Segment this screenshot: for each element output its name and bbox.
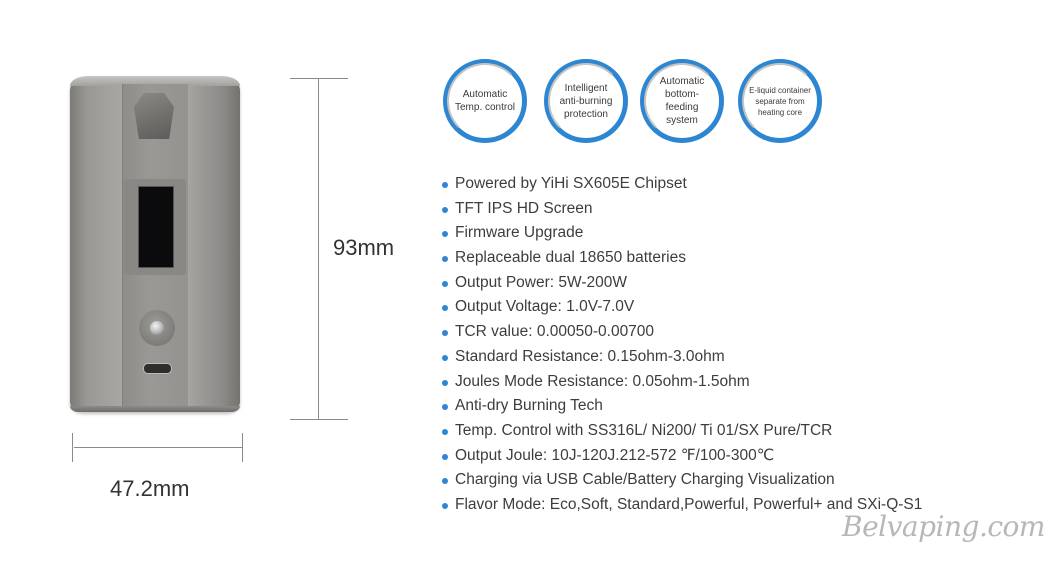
bullet-icon bbox=[442, 429, 448, 435]
spec-text: Flavor Mode: Eco,Soft, Standard,Powerful, Powerful+ and SXi-Q-S1 bbox=[455, 495, 923, 513]
spec-text: TFT IPS HD Screen bbox=[455, 199, 593, 217]
spec-item bbox=[440, 221, 922, 246]
spec-item bbox=[440, 345, 922, 370]
feature-badge-bottom-feeding bbox=[640, 59, 724, 143]
spec-text: Replaceable dual 18650 batteries bbox=[455, 249, 686, 267]
bullet-icon bbox=[442, 305, 448, 311]
spec-item bbox=[440, 271, 922, 296]
feature-badge-label: Automatic Temp. control bbox=[454, 89, 516, 113]
bullet-icon bbox=[442, 454, 448, 460]
spec-text: Standard Resistance: 0.15ohm-3.0ohm bbox=[455, 347, 725, 365]
feature-badge-eliquid-container bbox=[738, 59, 822, 143]
feature-badge-label: Intelligent anti-burning protection bbox=[559, 82, 613, 120]
spec-text: Firmware Upgrade bbox=[455, 224, 584, 242]
height-dimension-top-tick bbox=[290, 78, 348, 79]
usb-port bbox=[143, 363, 172, 374]
bullet-icon bbox=[442, 404, 448, 410]
bullet-icon bbox=[442, 207, 448, 213]
bullet-icon bbox=[442, 503, 448, 509]
fire-button bbox=[134, 93, 174, 139]
device-image bbox=[70, 76, 240, 412]
spec-text: Output Voltage: 1.0V-7.0V bbox=[455, 298, 635, 316]
spec-item bbox=[440, 394, 922, 419]
bullet-icon bbox=[442, 281, 448, 287]
spec-text: Joules Mode Resistance: 0.05ohm-1.5ohm bbox=[455, 372, 750, 390]
spec-text: Charging via USB Cable/Battery Charging Visualization bbox=[455, 471, 835, 489]
spec-text: Powered by YiHi SX605E Chipset bbox=[455, 175, 687, 192]
spec-item bbox=[440, 370, 922, 395]
spec-item bbox=[440, 468, 922, 493]
watermark-logo: Belvaping.com bbox=[842, 510, 1045, 543]
spec-list bbox=[440, 172, 922, 518]
spec-text: Output Joule: 10J-120J.212-572 ℉/100-300℃ bbox=[455, 446, 775, 464]
bullet-icon bbox=[442, 355, 448, 361]
spec-item bbox=[440, 320, 922, 345]
spec-text: Anti-dry Burning Tech bbox=[455, 397, 603, 415]
width-dimension-line bbox=[74, 447, 242, 448]
spec-text: TCR value: 0.00050-0.00700 bbox=[455, 323, 655, 341]
bullet-icon bbox=[442, 182, 448, 188]
width-dimension-left-tick bbox=[72, 433, 73, 462]
feature-badge-label: E-liquid container separate from heating core bbox=[749, 85, 811, 117]
height-dimension-bottom-tick bbox=[290, 419, 348, 420]
spec-item bbox=[440, 172, 922, 197]
width-dimension-right-tick bbox=[242, 433, 243, 462]
display-screen bbox=[138, 186, 174, 268]
adjust-button bbox=[139, 310, 175, 346]
bullet-icon bbox=[442, 330, 448, 336]
spec-item bbox=[440, 444, 922, 469]
bullet-icon bbox=[442, 256, 448, 262]
spec-item bbox=[440, 197, 922, 222]
height-dimension-label: 93mm bbox=[333, 235, 395, 260]
height-dimension-line bbox=[318, 78, 319, 419]
bullet-icon bbox=[442, 231, 448, 237]
spec-item bbox=[440, 295, 922, 320]
width-dimension-label: 47.2mm bbox=[110, 476, 190, 501]
spec-text: Output Power: 5W-200W bbox=[455, 273, 628, 291]
spec-text: Temp. Control with SS316L/ Ni200/ Ti 01/SX Pure/TCR bbox=[455, 421, 833, 439]
spec-item bbox=[440, 246, 922, 271]
bullet-icon bbox=[442, 380, 448, 386]
bullet-icon bbox=[442, 478, 448, 484]
spec-item bbox=[440, 419, 922, 444]
feature-badge-label: Automatic bottom-feeding system bbox=[659, 76, 705, 126]
feature-badge-anti-burning bbox=[544, 59, 628, 143]
feature-badge-temp-control bbox=[443, 59, 527, 143]
